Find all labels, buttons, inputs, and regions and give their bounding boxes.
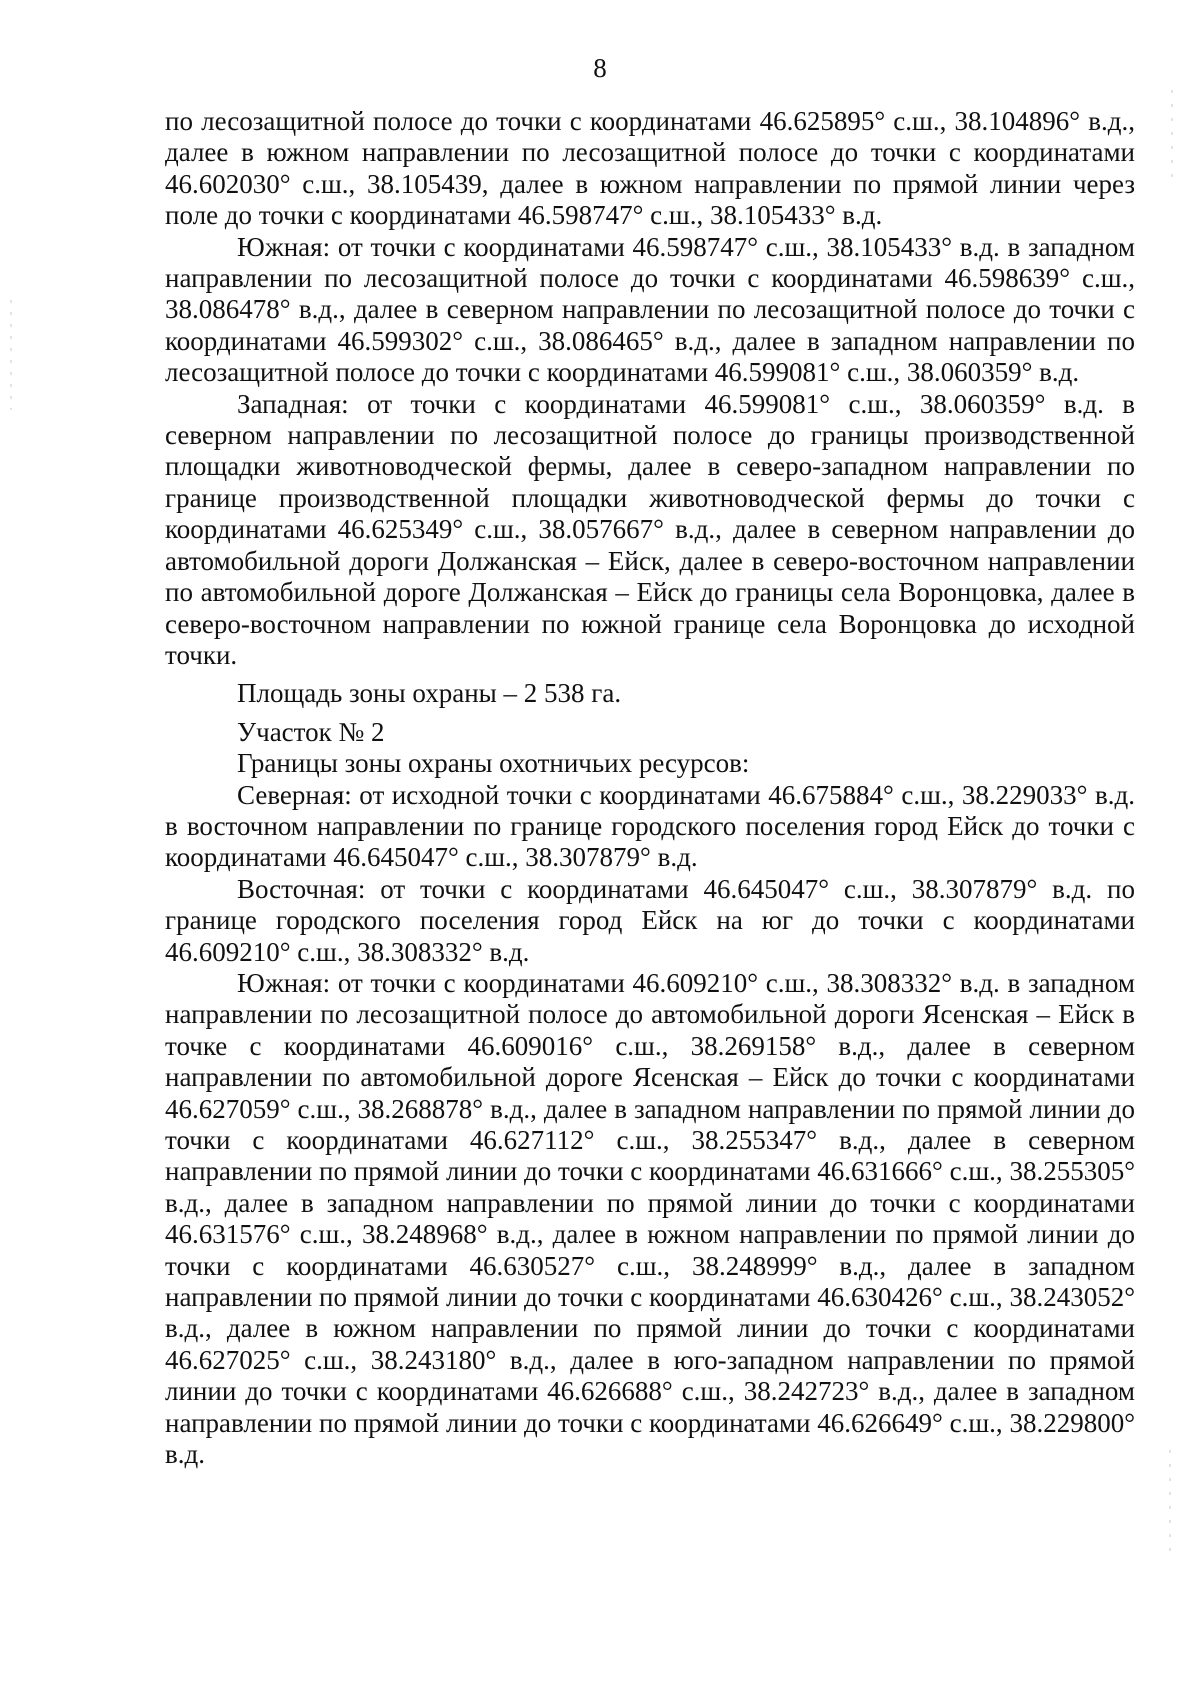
paragraph-southern-boundary-2: Южная: от точки с координатами 46.609210° с.ш., 38.308332° в.д. в западном направлении по лесозащитной полосе до автомобильной дороги Ясенская – Ейск в точке с координатами 46.609016° с.ш., 38.269158° в.д., далее в северном направлении по автомобильной дороге Ясенская – Ейск до точки с координатами 46.627059° с.ш., 38.268878° в.д., далее в западном направлении по прямой линии до точки с координатами 46.627112° с.ш., 38.255347° в.д., далее в северном направлении по прямой линии до точки с координатами 46.631666° с.ш., 38.255305° в.д., далее в западном направлении по прямой линии до точки с координатами 46.631576° с.ш., 38.248968° в.д., далее в южном направлении по прямой линии до точки с координатами 46.630527° с.ш., 38.248999° в.д., далее в западном направлении по прямой линии до точки с координатами 46.630426° с.ш., 38.243052° в.д., далее в южном направлении по прямой линии до точки с координатами 46.627025° с.ш., 38.243180° в.д., далее в юго-западном направлении по прямой линии до точки с координатами 46.626688° с.ш., 38.242723° в.д., далее в западном направлении по прямой линии до точки с координатами 46.626649° с.ш., 38.229800° в.д. bbox=[165, 967, 1135, 1470]
paragraph-boundaries-heading: Границы зоны охраны охотничьих ресурсов: bbox=[237, 748, 750, 779]
paragraph-eastern-boundary-2: Восточная: от точки с координатами 46.645047° с.ш., 38.307879° в.д. по границе городского поселения город Ейск на юг до точки с координатами 46.609210° с.ш., 38.308332° в.д. bbox=[165, 873, 1135, 967]
paragraph-southern-boundary-1: Южная: от точки с координатами 46.598747° с.ш., 38.105433° в.д. в западном направлении по лесозащитной полосе до точки с координатами 46.598639° с.ш., 38.086478° в.д., далее в северном направлении по лесозащитной полосе до точки с координатами 46.599302° с.ш., 38.086465° в.д., далее в западном направлении по лесозащитной полосе до точки с координатами 46.599081° с.ш., 38.060359° в.д. bbox=[165, 231, 1135, 388]
section-heading-plot-2: Участок № 2 bbox=[237, 716, 385, 747]
page-number: 8 bbox=[593, 53, 607, 83]
paragraph-continuation: по лесозащитной полосе до точки с координатами 46.625895° с.ш., 38.104896° в.д., далее в южном направлении по лесозащитной полосе до точки с координатами 46.602030° с.ш., 38.105439, далее в южном направлении по прямой линии через поле до точки с координатами 46.598747° с.ш., 38.105433° в.д. bbox=[165, 106, 1135, 231]
paragraph-northern-boundary-2: Северная: от исходной точки с координатами 46.675884° с.ш., 38.229033° в.д. в восточном направлении по границе городского поселения город Ейск до точки с координатами 46.645047° с.ш., 38.307879° в.д. bbox=[165, 779, 1135, 873]
paragraph-protection-area: Площадь зоны охраны – 2 538 га. bbox=[237, 678, 622, 709]
document-body bbox=[165, 106, 1135, 1470]
paragraph-western-boundary-1: Западная: от точки с координатами 46.599081° с.ш., 38.060359° в.д. в северном направлении по лесозащитной полосе до границы производственной площадки животноводческой фермы, далее в северо-западном направлении по границе производственной площадки животноводческой фермы до точки с координатами 46.625349° с.ш., 38.057667° в.д., далее в северном направлении до автомобильной дороги Должанская – Ейск, далее в северо-восточном направлении по автомобильной дороге Должанская – Ейск до границы села Воронцовка, далее в северо-восточном направлении по южной границе села Воронцовка до исходной точки. bbox=[165, 388, 1135, 670]
